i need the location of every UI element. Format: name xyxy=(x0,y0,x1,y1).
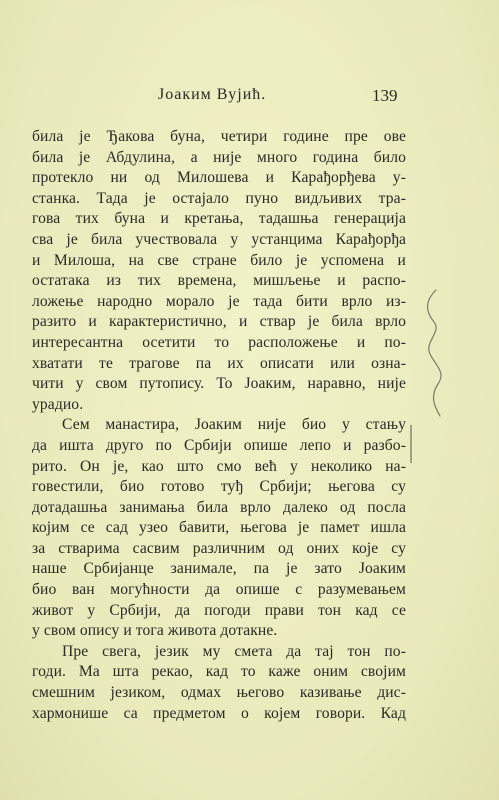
text-line: хармонише са предметом о којем говори. Кад xyxy=(32,704,406,722)
text-line: рито. Он је, као што смо већ у неколико на- xyxy=(32,457,406,475)
text-line: протекло ни од Милошева и Карађорђева у- xyxy=(32,169,406,187)
text-line: била је Абдулина, а није много година било xyxy=(32,148,406,166)
text-line: и Милоша, на све стране било је успомена и xyxy=(32,251,406,269)
text-line: да ишта друго по Србији опише лепо и разбо- xyxy=(32,436,406,454)
page-header xyxy=(0,86,499,110)
text-line: за стварима сасвим различним од оних које су xyxy=(32,539,406,557)
text-line: била је Ђакова буна, четири године пре ове xyxy=(32,128,406,145)
paragraph-2 xyxy=(32,415,406,642)
text-line: Сем манастира, Јоаким није био у стању xyxy=(62,416,406,434)
text-line: ложење народно морало је тада бити врло из- xyxy=(32,292,406,310)
paragraph-3 xyxy=(32,642,406,724)
text-line: смешним језиком, одмах његово казивање дис- xyxy=(32,684,406,702)
text-line: гова тих буна и кретања, тадашња генерација xyxy=(32,210,406,228)
text-line: сва је била учествовала у устанцима Карађорђа xyxy=(32,230,406,248)
text-line: остатака из тих времена, мишљење и распо- xyxy=(32,272,406,290)
text-line: хватати те трагове па их описати или озна- xyxy=(32,354,406,372)
text-line: говестили, био готово туђ Србији; његова су xyxy=(32,478,406,496)
text-line: Пре свега, језик му смета да тај тон по- xyxy=(62,642,406,660)
body-text xyxy=(32,127,406,724)
margin-pencil-mark xyxy=(420,288,450,418)
text-line: интересантна осетити то расположење и по- xyxy=(32,333,406,351)
text-line: урадио. xyxy=(32,395,84,413)
running-head: Јоаким Вујић. xyxy=(158,86,267,103)
text-line: наше Србијанце занимале, па је зато Јоаким xyxy=(32,560,406,578)
text-line: разито и карактеристично, и ствар је била врло xyxy=(32,313,406,331)
margin-pencil-tick xyxy=(409,424,413,464)
page-number: 139 xyxy=(372,86,398,105)
text-line: станка. Тада је остајало пуно видљивих тра- xyxy=(32,189,406,207)
text-line: којим се сад узео бавити, његова је памет ишла xyxy=(32,519,406,537)
text-line: живот у Србији, да погоди прави тон кад се xyxy=(32,601,406,619)
text-line: у свом опису и тога живота дотакне. xyxy=(32,622,278,640)
text-line: дотадашња занимања била врло далеко од посла xyxy=(32,498,406,516)
text-line: чити у свом путопису. То Јоаким, наравно, није xyxy=(32,375,406,393)
text-line: био ван могућности да опише с разумевањем xyxy=(32,581,406,599)
text-line: годи. Ма шта рекао, кад то каже оним својим xyxy=(32,663,406,681)
paragraph-1 xyxy=(32,127,406,415)
